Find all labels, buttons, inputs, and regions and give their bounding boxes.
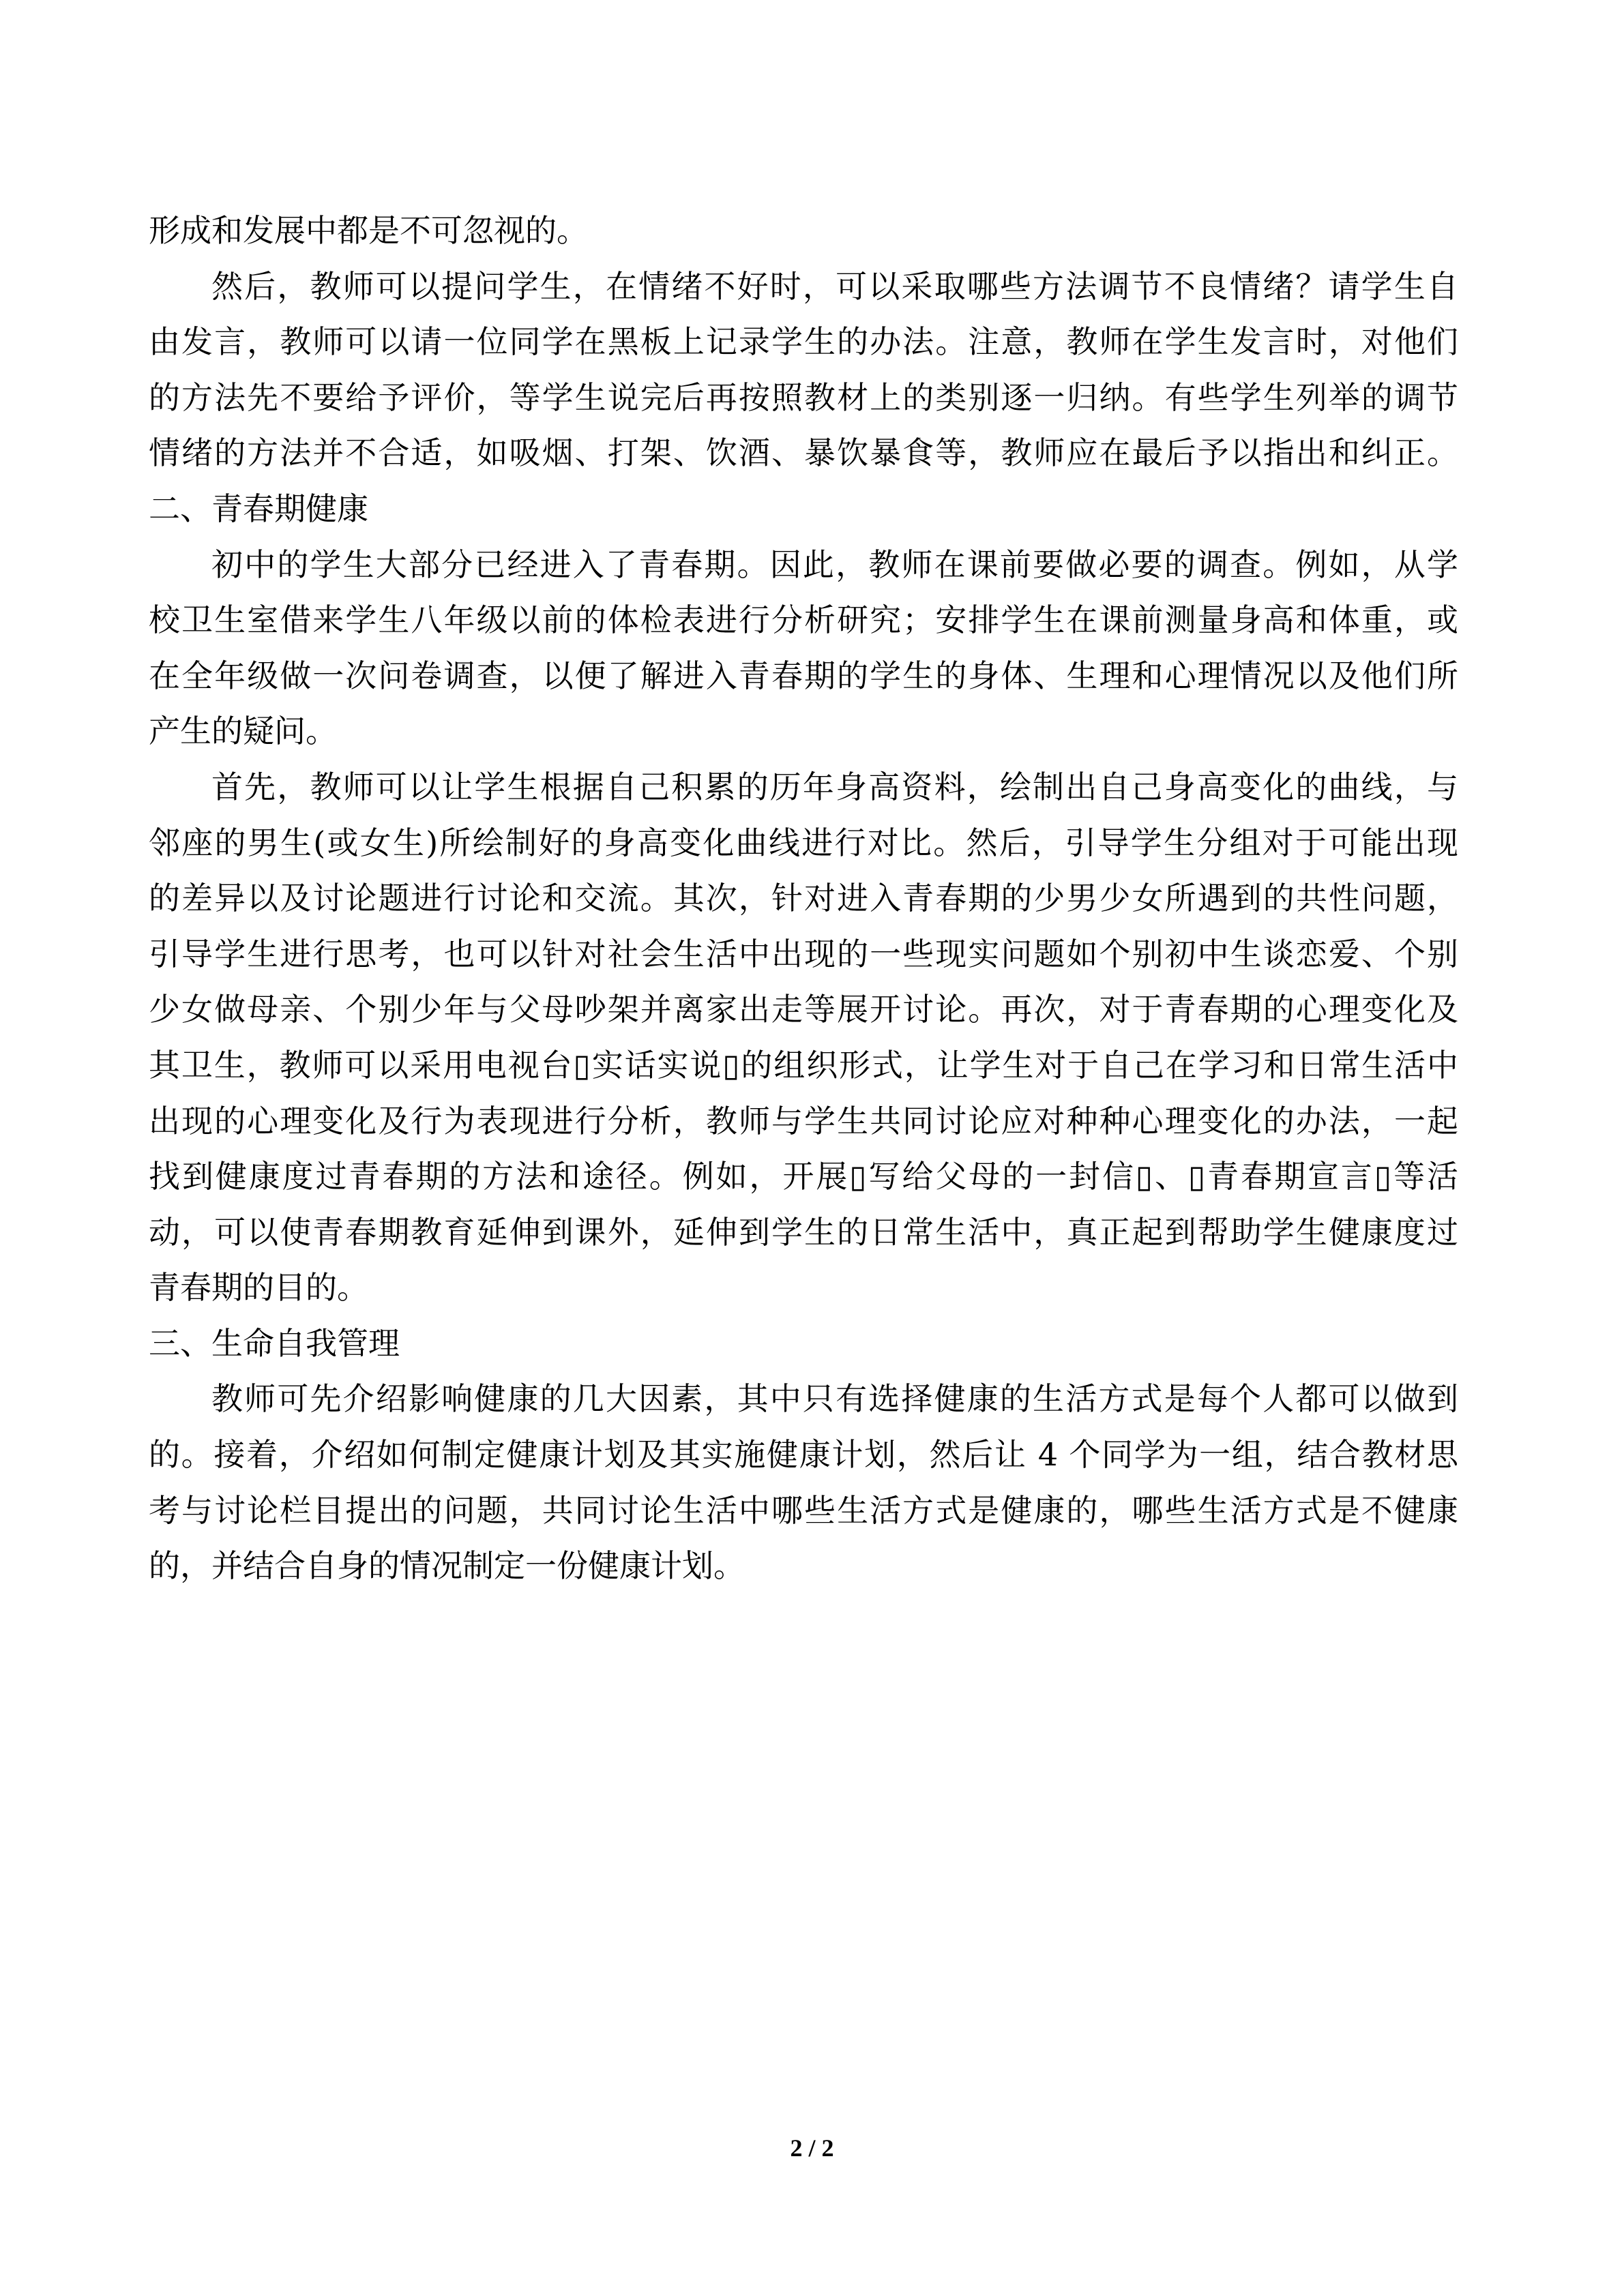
paragraph-line: 考与讨论栏目提出的问题，共同讨论生活中哪些生活方式是健康的，哪些生活方式是不健康	[149, 1491, 1458, 1529]
paragraph-line: 的。接着，介绍如何制定健康计划及其实施健康计划，然后让 4 个同学为一组，结合教材思	[149, 1436, 1458, 1474]
paragraph-line: 少女做母亲、个别少年与父母吵架并离家出走等展开讨论。再次，对于青春期的心理变化及	[149, 991, 1458, 1028]
paragraph-line: 其卫生，教师可以采用电视台▯实话实说▯的组织形式，让学生对于自己在学习和日常生活中	[149, 1046, 1458, 1084]
paragraph-line: 动，可以使青春期教育延伸到课外，延伸到学生的日常生活中，真正起到帮助学生健康度过	[149, 1213, 1458, 1251]
paragraph-line: 由发言，教师可以请一位同学在黑板上记录学生的办法。注意，教师在学生发言时，对他们	[149, 323, 1458, 361]
paragraph-line: 教师可先介绍影响健康的几大因素，其中只有选择健康的生活方式是每个人都可以做到	[211, 1380, 1458, 1418]
paragraph-line: 初中的学生大部分已经进入了青春期。因此，教师在课前要做必要的调查。例如，从学	[211, 546, 1458, 583]
paragraph-line: 的，并结合自身的情况制定一份健康计划。	[149, 1547, 745, 1585]
paragraph-line: 青春期的目的。	[149, 1269, 368, 1307]
paragraph-line: 形成和发展中都是不可忽视的。	[149, 212, 588, 249]
paragraph-line: 首先，教师可以让学生根据自己积累的历年身高资料，绘制出自己身高变化的曲线，与	[211, 768, 1458, 805]
paragraph-line: 找到健康度过青春期的方法和途径。例如，开展▯写给父母的一封信▯、▯青春期宣言▯等活	[149, 1158, 1458, 1195]
paragraph-line: 的方法先不要给予评价，等学生说完后再按照教材上的类别逐一归纳。有些学生列举的调节	[149, 378, 1458, 416]
paragraph-line: 引导学生进行思考，也可以针对社会生活中出现的一些现实问题如个别初中生谈恋爱、个别	[149, 935, 1458, 972]
paragraph-line: 产生的疑问。	[149, 713, 337, 750]
paragraph-line: 情绪的方法并不合适，如吸烟、打架、饮酒、暴饮暴食等，教师应在最后予以指出和纠正。	[149, 434, 1458, 472]
paragraph-line: 的差异以及讨论题进行讨论和交流。其次，针对进入青春期的少男少女所遇到的共性问题，	[149, 880, 1458, 917]
paragraph-line: 出现的心理变化及行为表现进行分析，教师与学生共同讨论应对种种心理变化的办法，一起	[149, 1102, 1458, 1139]
paragraph-line: 然后，教师可以提问学生，在情绪不好时，可以采取哪些方法调节不良情绪？请学生自	[211, 267, 1458, 305]
page-number: 2 / 2	[790, 2134, 834, 2162]
section-heading-puberty: 二、青春期健康	[149, 490, 368, 527]
section-heading-self-management: 三、生命自我管理	[149, 1324, 400, 1362]
paragraph-line: 邻座的男生(或女生)所绘制好的身高变化曲线进行对比。然后，引导学生分组对于可能出现	[149, 824, 1458, 861]
paragraph-line: 校卫生室借来学生八年级以前的体检表进行分析研究；安排学生在课前测量身高和体重，或	[149, 601, 1458, 639]
document-body	[149, 203, 1458, 1594]
paragraph-line: 在全年级做一次问卷调查，以便了解进入青春期的学生的身体、生理和心理情况以及他们所	[149, 657, 1458, 694]
